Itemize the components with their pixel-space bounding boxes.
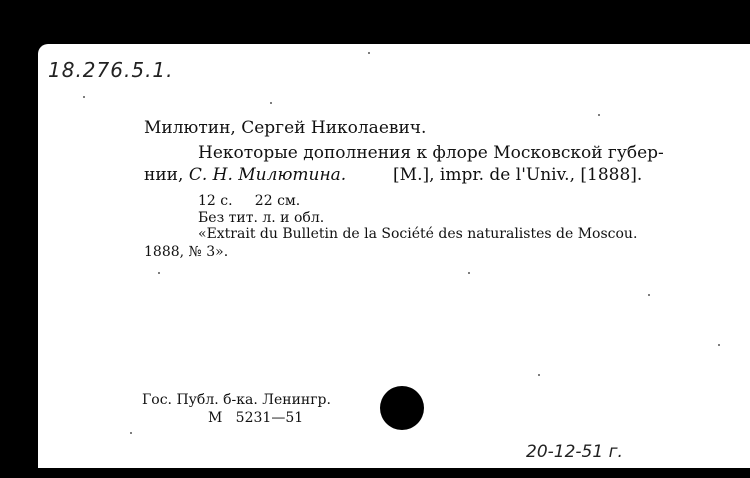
title-line-2 [144, 165, 642, 185]
library-stamp-line-1: Гос. Публ. б-ка. Ленингр. [142, 392, 331, 408]
title-line-1: Некоторые дополнения к флоре Московской губер- [198, 143, 664, 163]
scan-speck [83, 96, 85, 98]
title-line-2-start: нии, [144, 165, 184, 185]
scan-speck [368, 52, 370, 54]
scan-speck [158, 272, 160, 274]
scan-speck [270, 102, 272, 104]
physical-description: 12 с. 22 см. [198, 193, 301, 209]
note-title-page: Без тит. л. и обл. [198, 210, 325, 226]
library-stamp-line-2: М 5231—51 [208, 410, 304, 426]
note-source-line-1: «Extrait du Bulletin de la Société des naturalistes de Moscou. [198, 226, 638, 242]
imprint: [М.], impr. de l'Univ., [1888]. [393, 165, 643, 185]
note-source-line-2: 1888, № 3». [144, 244, 229, 260]
scan-speck [598, 114, 600, 116]
punch-hole [380, 386, 424, 430]
scan-speck [538, 374, 540, 376]
statement-of-responsibility: С. Н. Милютина. [188, 165, 347, 185]
scan-speck [718, 344, 720, 346]
call-number: 18.276.5.1. [48, 58, 174, 82]
catalog-card [38, 44, 750, 468]
handwritten-date: 20-12-51 г. [526, 442, 623, 462]
scan-speck [468, 272, 470, 274]
scan-speck [130, 432, 132, 434]
scan-speck [648, 294, 650, 296]
author-heading: Милютин, Сергей Николаевич. [144, 118, 427, 138]
